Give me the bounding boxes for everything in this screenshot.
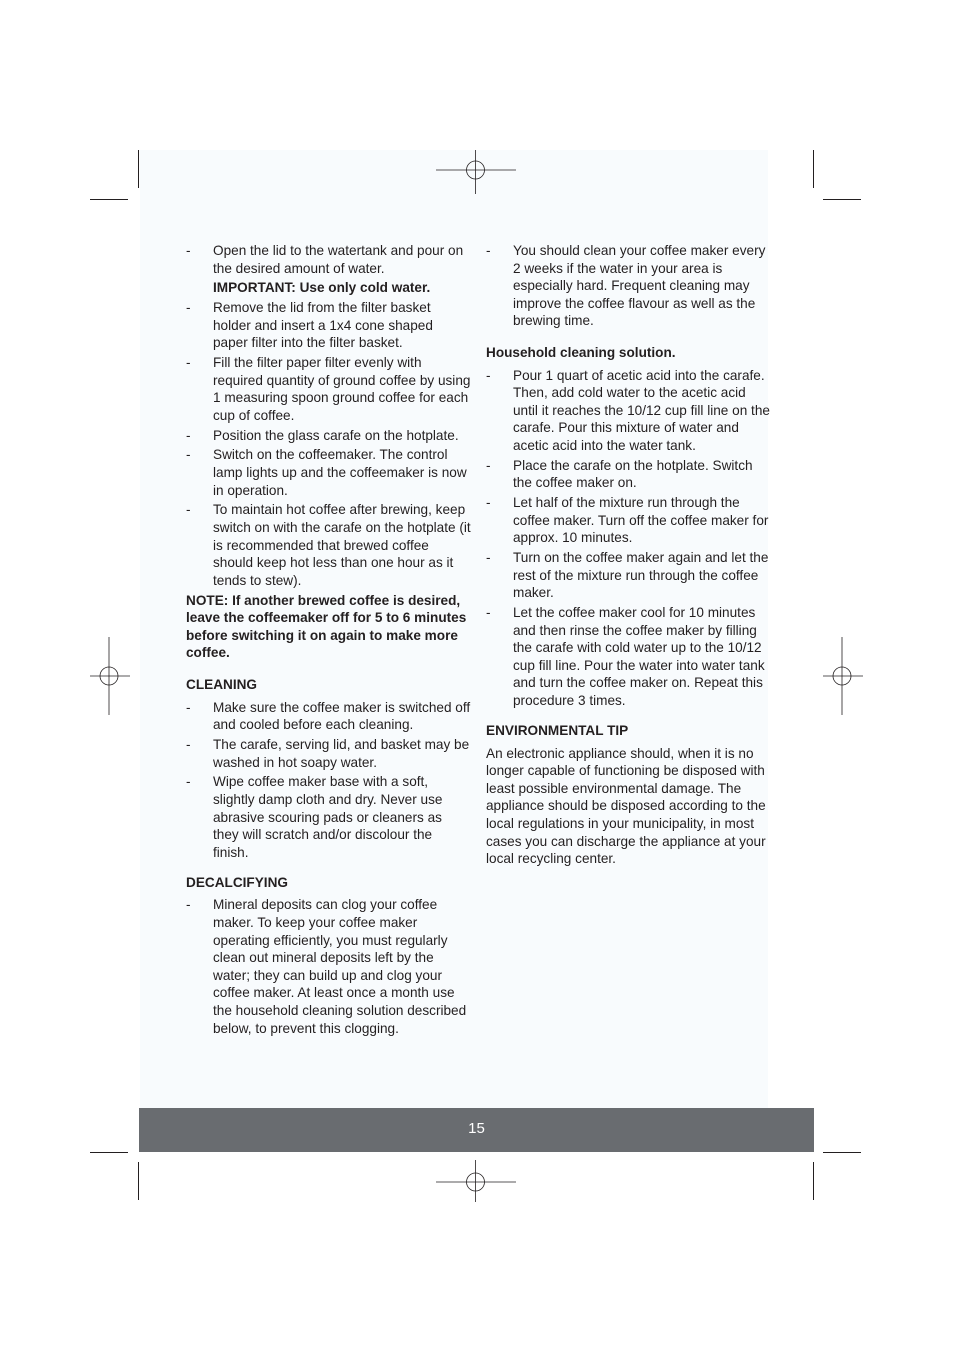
crop-mark-bottom-right-vertical [813,1162,814,1200]
list-item: - Make sure the coffee maker is switched off and cooled before each cleaning. [186,699,471,733]
list-item: - The carafe, serving lid, and basket may be washed in hot soapy water. [186,736,470,770]
household-cleaning-heading: Household cleaning solution. [486,344,676,360]
list-item: - You should clean your coffee maker every 2 weeks if the water in your area is especially hard. Frequent cleaning may improve the coffee flavour as well as the brewing time. [486,243,766,329]
crop-mark-top-right-vertical [813,150,814,188]
step-open-lid: Open the lid to the watertank and pour on the desired amount of water. [213,243,464,276]
list-item: - Fill the filter paper filter evenly with required quantity of ground coffee by using 1 measuring spoon ground coffee for each cup of coffee. [186,355,471,423]
list-item: - Turn on the coffee maker again and let the rest of the mixture run through the coffee maker. [486,550,769,601]
crop-mark-top-left-vertical [138,150,139,188]
list-item: - Let the coffee maker cool for 10 minutes and then rinse the coffee maker by filling the carafe with cold water up to the 10/12 cup fill line. Pour the water into water tank and turn the coffee maker on. Repeat this procedure 3 times. [486,605,765,708]
registration-mark-left-icon [90,637,130,715]
decalcifying-heading: DECALCIFYING [186,874,288,890]
environmental-tip-heading: ENVIRONMENTAL TIP [486,723,629,739]
list-item: - Pour 1 quart of acetic acid into the carafe. Then, add cold water to the acetic acid until it reaches the 10/12 cup fill line on the carafe. Pour this mixture of water and acetic acid into the water tank. [486,367,770,453]
registration-mark-top-icon [436,150,516,194]
crop-mark-top-right-horizontal [823,199,861,200]
environmental-tip-text: An electronic appliance should, when it is no longer capable of functioning be disposed with least possible environmental damage. The appliance should be disposed according to the local regulations in your municipality, in most cases you can discharge the appliance at your local recycling center. [486,745,766,867]
registration-mark-bottom-icon [436,1160,516,1202]
list-item: - Open the lid to the watertank and pour on the desired amount of water. [186,242,471,277]
list-item: - To maintain hot coffee after brewing, keep switch on with the carafe on the hotplate (it is recommended that brewed coffee should keep hot less than one hour as it tends to stew). [186,502,471,588]
brew-note: NOTE: If another brewed coffee is desired, leave the coffeemaker off for 5 to 6 minutes before switching it on again to make more coffee. [186,592,467,661]
crop-mark-bottom-left-vertical [138,1162,139,1200]
crop-mark-top-left-horizontal [90,199,128,200]
crop-mark-bottom-left-horizontal [90,1152,128,1153]
list-item: - Remove the lid from the filter basket holder and insert a 1x4 cone shaped paper filter into the filter basket. [186,300,433,351]
list-item: - Wipe coffee maker base with a soft, slightly damp cloth and dry. Never use abrasive scouring pads or cleaners as they will scratch and/or discolour the finish. [186,774,443,860]
right-column [486,242,771,870]
important-notice: IMPORTANT: Use only cold water. [213,280,431,296]
page-number: 15 [468,1120,485,1137]
footer-bar [139,1108,814,1152]
crop-mark-bottom-right-horizontal [823,1152,861,1153]
list-item: - Let half of the mixture run through the coffee maker. Turn off the coffee maker for approx. 10 minutes. [486,495,769,546]
cleaning-heading: CLEANING [186,676,257,692]
list-item: - Switch on the coffeemaker. The control lamp lights up and the coffeemaker is now in operation. [186,447,467,498]
list-item: - Position the glass carafe on the hotplate. [186,427,459,443]
left-column [186,242,471,1039]
registration-mark-right-icon [823,637,863,715]
list-item: - Place the carafe on the hotplate. Switch the coffee maker on. [486,457,753,491]
list-item: - Mineral deposits can clog your coffee maker. To keep your coffee maker operating efficiently, you must regularly clean out mineral deposits left by the water; they can build up and clog your coffee maker. At least once a month use the household cleaning solution described below, to prevent this clogging. [186,897,467,1036]
